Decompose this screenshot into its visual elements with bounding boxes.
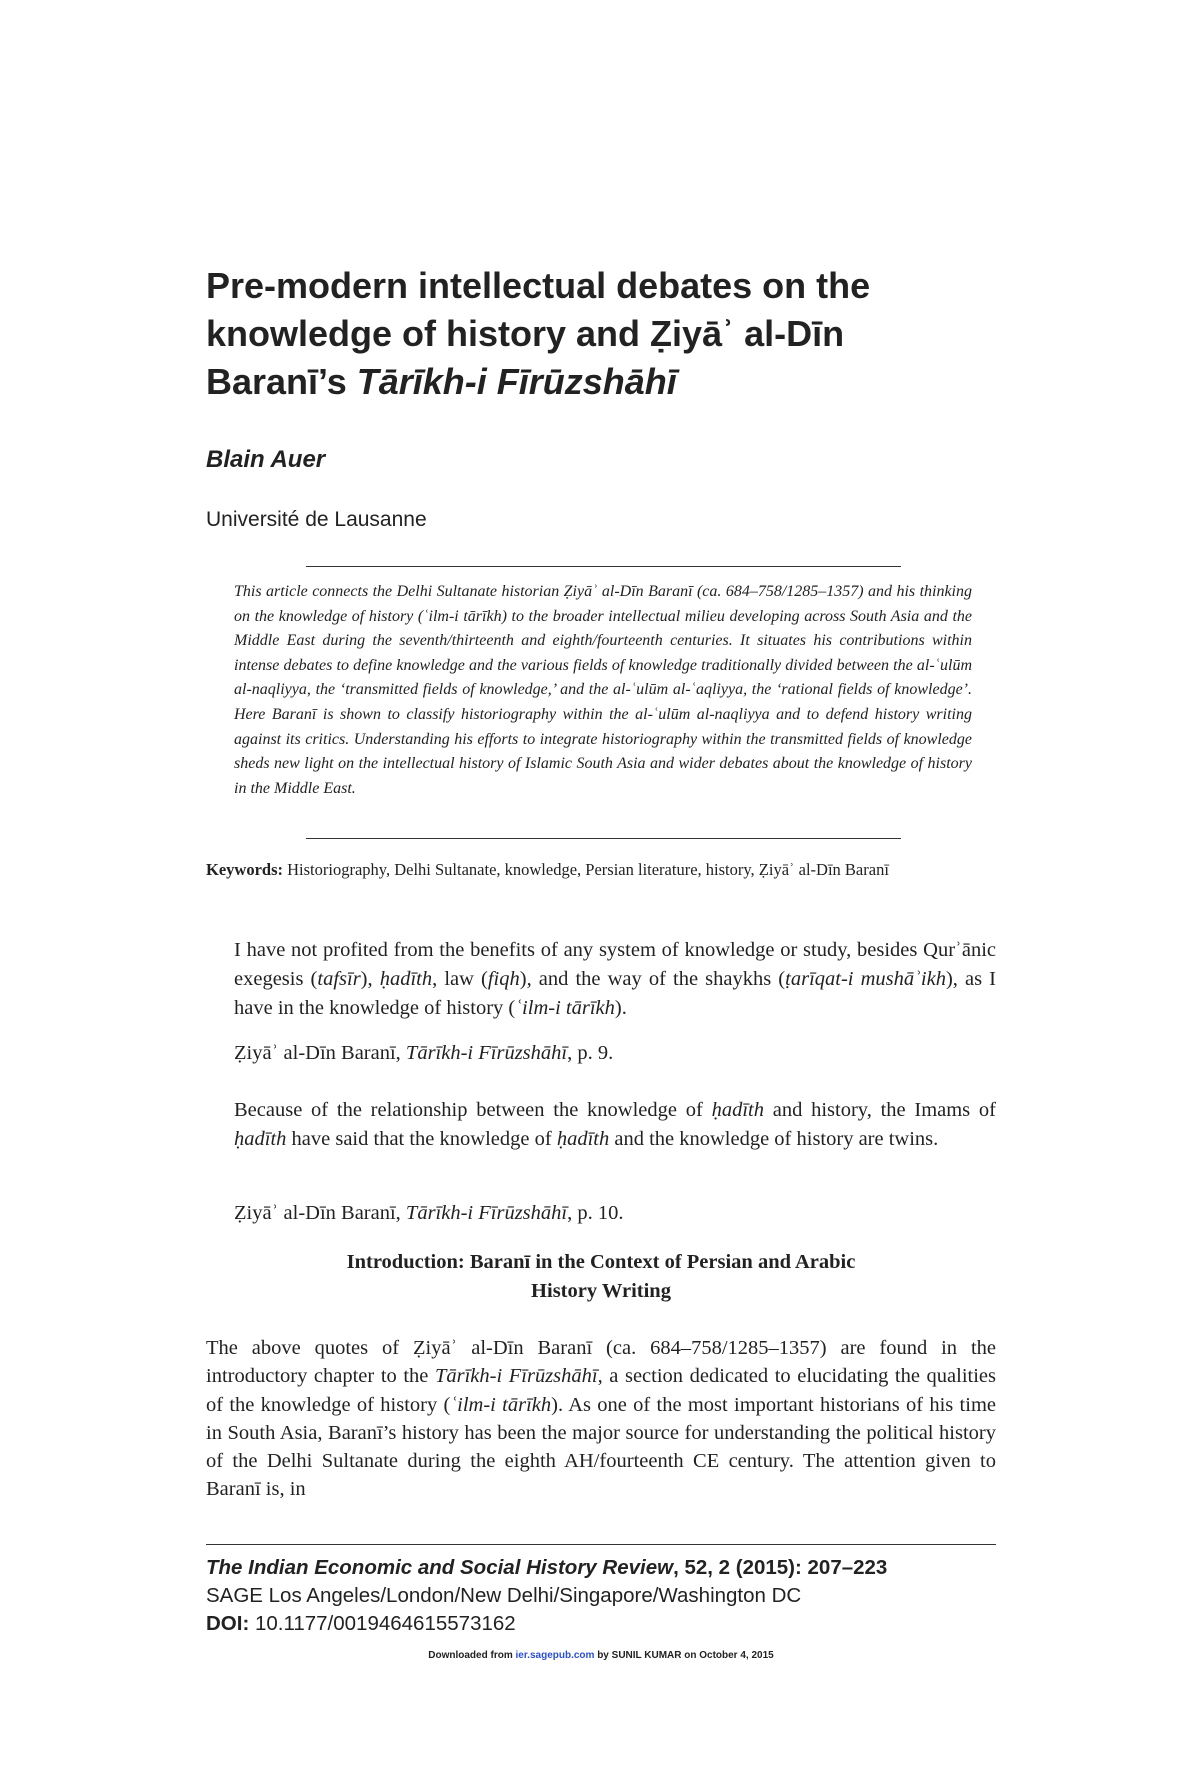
source2-page: , p. 10.	[567, 1202, 624, 1224]
intro-italic-2: ʿilm-i tārīkh	[450, 1393, 552, 1416]
journal-volume: , 52, 2 (2015): 207–223	[673, 1556, 888, 1579]
download-link[interactable]: ier.sagepub.com	[515, 1650, 595, 1661]
journal-publisher: SAGE Los Angeles/London/New Delhi/Singapore/Washington DC	[206, 1584, 802, 1607]
quote1-text-4: ), and the way of the shaykhs (	[519, 968, 786, 990]
doi-label: DOI:	[206, 1612, 250, 1635]
section-heading-line-2: History Writing	[531, 1280, 671, 1302]
keywords	[206, 860, 1006, 880]
quote1-text-3: , law (	[432, 968, 488, 990]
intro-text-2: , a section dedicated to elucidating the qualities of the knowledge of history (	[206, 1365, 996, 1416]
title-line-3-roman: Baranī’s	[206, 361, 357, 402]
source2-work: Tārīkh-i Fīrūzshāhī	[405, 1202, 568, 1224]
doi-value: 10.1177/0019464615573162	[249, 1612, 516, 1635]
keywords-label: Keywords:	[206, 860, 283, 879]
download-prefix: Downloaded from	[428, 1650, 516, 1661]
abstract: This article connects the Delhi Sultanate historian Ẓiyāʾ al-Dīn Baranī (ca. 684–758/1285–1357) and his thinking on the knowledge of history (ʿilm-i tārīkh) to the broader intellectual milieu developing across South Asia and the Middle East during the seventh/thirteenth and eighth/fourteenth centuries. It situates his contributions within intense debates to define knowledge and the various fields of knowledge traditionally divided between the al-ʿulūm al-naqliyya, the ‘transmitted fields of knowledge,’ and the al-ʿulūm al-ʿaqliyya, the ‘rational fields of knowledge’. Here Baranī is shown to classify historiography within the al-ʿulūm al-naqliyya and to defend history writing against its critics. Understanding his efforts to integrate historiography within the transmitted fields of knowledge sheds new light on the intellectual history of Islamic South Asia and wider debates about the knowledge of history in the Middle East.	[234, 583, 972, 797]
source2-author: Ẓiyāʾ al-Dīn Baranī,	[234, 1202, 406, 1224]
epigraph-quote-1	[234, 936, 996, 1023]
quote2-italic-2: ḥadīth	[234, 1128, 287, 1150]
section-heading	[206, 1248, 996, 1306]
source1-work: Tārīkh-i Fīrūzshāhī	[405, 1042, 568, 1064]
quote1-italic-2: ḥadīth	[379, 968, 433, 990]
section-heading-line-1: Introduction: Baranī in the Context of Persian and Arabic	[346, 1251, 856, 1273]
quote2-text-3: have said that the knowledge of	[286, 1128, 557, 1150]
journal-doi	[206, 1610, 996, 1638]
quote2-text-2: and history, the Imams of	[763, 1099, 996, 1121]
quote1-italic-1: tafsīr	[317, 968, 361, 990]
journal-info	[206, 1554, 996, 1638]
quote1-italic-4: ṭarīqat-i mushāʾikh	[785, 968, 946, 990]
source1-page: , p. 9.	[567, 1042, 614, 1064]
download-notice	[206, 1650, 996, 1661]
download-suffix: by SUNIL KUMAR on October 4, 2015	[594, 1650, 774, 1661]
quote1-text-2: ),	[360, 968, 380, 990]
author-affiliation: Université de Lausanne	[206, 508, 427, 531]
keywords-list: Historiography, Delhi Sultanate, knowledge, Persian literature, history, Ẓiyāʾ al-Dīn Baranī	[283, 860, 889, 879]
journal-citation	[206, 1554, 996, 1582]
epigraph-source-1	[234, 1042, 613, 1065]
quote1-italic-5: ʿilm-i tārīkh	[515, 997, 615, 1019]
quote2-italic-1: ḥadīth	[711, 1099, 764, 1121]
footer-rule	[206, 1544, 996, 1545]
title-line-3-italic: Tārīkh-i Fīrūzshāhī	[356, 361, 677, 402]
author-name: Blain Auer	[206, 446, 326, 473]
quote2-text-4: and the knowledge of history are twins.	[609, 1128, 939, 1150]
intro-text-1: The above quotes of Ẓiyāʾ al-Dīn Baranī (ca. 684–758/1285–1357) are found in the introductory chapter to the	[206, 1337, 996, 1388]
quote1-italic-3: fiqh	[487, 968, 520, 990]
title-line-2: knowledge of history and Ẓiyāʾ al-Dīn	[206, 313, 845, 354]
article-title	[206, 262, 996, 406]
quote1-text-5: ), as I have in the knowledge of history (	[234, 968, 996, 1019]
intro-paragraph	[206, 1334, 996, 1504]
title-line-1: Pre-modern intellectual debates on the	[206, 265, 871, 306]
intro-text-3: ). As one of the most important historians of his time in South Asia, Baranī’s history has been the major source for understanding the political history of the Delhi Sultanate during the eighth AH/fourteenth CE century. The attention given to Baranī is, in	[206, 1393, 996, 1501]
quote2-text-1: Because of the relationship between the knowledge of	[234, 1099, 712, 1121]
journal-name: The Indian Economic and Social History Review	[206, 1556, 674, 1579]
article-page	[206, 0, 996, 1771]
quote2-italic-3: ḥadīth	[556, 1128, 610, 1150]
epigraph-quote-2	[234, 1096, 996, 1154]
abstract-bottom-rule	[306, 838, 901, 839]
epigraph-source-2	[234, 1202, 623, 1225]
source1-author: Ẓiyāʾ al-Dīn Baranī,	[234, 1042, 406, 1064]
intro-italic-1: Tārīkh-i Fīrūzshāhī	[434, 1365, 598, 1388]
quote1-text-6: ).	[614, 997, 627, 1019]
abstract-top-rule	[306, 566, 901, 567]
quote1-text-1: I have not profited from the benefits of any system of knowledge or study, besides Qurʾānic exegesis (	[234, 939, 996, 990]
